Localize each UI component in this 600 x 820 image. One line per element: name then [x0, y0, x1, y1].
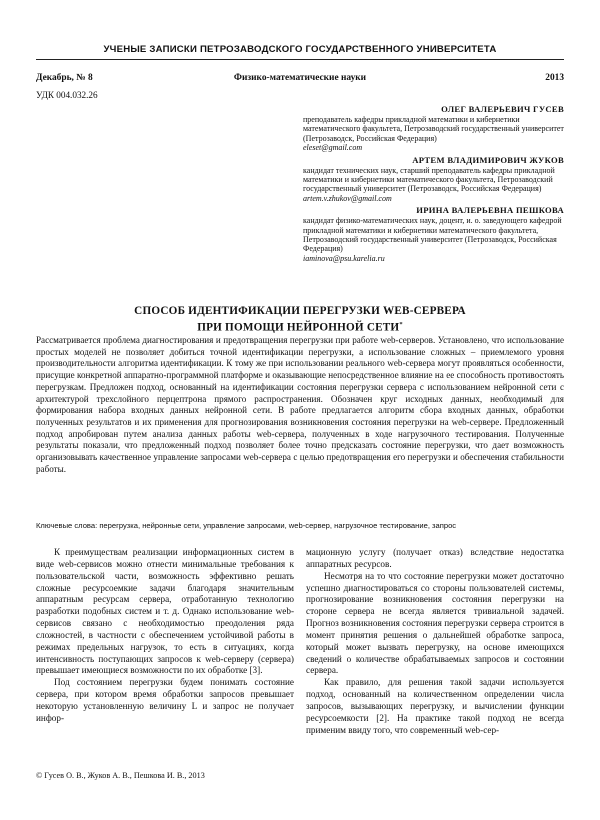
udc-code: УДК 004.032.26 [36, 90, 98, 100]
author-entry [303, 103, 564, 153]
author-email[interactable]: eleset@gmail.com [303, 143, 363, 153]
body-paragraph: Несмотря на то что состояние перегрузки может достаточно успешно диагностироваться со стороны пользователей системы, прогнозирование возникновения состояния перегрузки на стороне сервера не всегда является тривиальной задачей. Прогноз возникновения состояния перегрузки сервера строится в момент принятия решения о дальнейшей обработке запроса, который может вызвать перегрузку, на основе имеющихся сведений о количестве обрабатываемых запросов и состоянии сервера. [306, 570, 564, 676]
body-column-right [306, 547, 564, 737]
author-affiliation: кандидат физико-математических наук, доцент, и. о. заведующего кафедрой прикладной математики и кибернетики математического факультета, Петрозаводский государственный университет (Петрозаводск, Российская Федерация) [303, 216, 562, 254]
author-affiliation: преподаватель кафедры прикладной математики и кибернетики математического факультета, Петрозаводский государственный университет (Петрозаводск, Российская Федерация) [303, 115, 564, 143]
author-name: АРТЕМ ВЛАДИМИРОВИЧ ЖУКОВ [412, 154, 564, 165]
keywords: Ключевые слова: перегрузка, нейронные сети, управление запросами, web-сервер, нагрузочное тестирование, запрос [36, 521, 457, 530]
paper-title-line2-wrap [36, 318, 564, 335]
author-name: ИРИНА ВАЛЕРЬЕВНА ПЕШКОВА [416, 205, 564, 216]
abstract: Рассматривается проблема диагностирования и предотвращения перегрузки при работе web-серверов. Установлено, что использование простых моделей не позволяет добиться точной идентификации перегрузки, а использование сложных – приемлемого уровня производительности алгоритма идентификации. К тому же при использовании реального web-сервера могут проявляться особенности, присущие конкретной аппаратно-программной платформе и оказывающие непосредственное влияние на ее способность противостоять перегрузкам. Предложен подход, основанный на идентификации состояния перегрузки сервера с использованием нейронной сети с архитектурой трехслойного перцептрона прямого распространения. Обозначен круг исходных данных, необходимый для формирования набора входных данных нейронной сети. В работе предлагается алгоритм сбора входных данных, обработки полученных результатов и их применения для прогнозирования возникновения состояния перегрузки на web-сервере. Предложенный подход апробирован путем анализа данных работы web-сервера, полученных в ходе нагрузочного тестирования. Полученные результаты показали, что предложенный подход позволяет более точно предсказать состояние перегрузки, что дает возможность организовывать качественное управление запросами web-сервера с целью предотвращения его перегрузки и обеспечения стабильности работы. [36, 335, 564, 474]
issue-label: Декабрь, № 8 [36, 73, 93, 83]
section-label: Физико-математические науки [233, 73, 367, 83]
body-column-left [36, 547, 294, 725]
copyright-notice: © Гусев О. В., Жуков А. В., Пешкова И. В., 2013 [36, 771, 205, 780]
footnote-mark: * [399, 321, 403, 328]
paper-title-line2: ПРИ ПОМОЩИ НЕЙРОННОЙ СЕТИ [197, 321, 400, 334]
body-paragraph: К преимуществам реализации информационных систем в виде web-сервисов можно отнести минимальные требования к пользовательской части, возможность эффективно решать сложные ресурсоемкие задачи благодаря значительным аппаратным ресурсам сервера, отработанную технологию разработки подобных систем и т. д. Однако использование web-сервисов связано с необходимостью преодоления ряда сложностей, в частности с обеспечением устойчивой работы в режимах предельных нагрузок, то есть в ситуациях, когда интенсивность поступающих запросов к web-серверу (сервера) превышает имеющиеся возможности по их обработке [3]. [36, 547, 294, 676]
author-email[interactable]: iaminova@psu.karelia.ru [303, 253, 385, 263]
body-paragraph: Как правило, для решения такой задачи используется подход, основанный на количественном определении числа запросов, вызывающих перегрузку, и вычислении функции ресурсоемкости [2]. На практике такой подход не всегда применим ввиду того, что современный web-сер- [306, 677, 564, 735]
paper-title-line1: СПОСОБ ИДЕНТИФИКАЦИИ ПЕРЕГРУЗКИ WEB-СЕРВЕРА [134, 305, 466, 317]
author-entry [303, 204, 564, 263]
author-affiliation: кандидат технических наук, старший преподаватель кафедры прикладной математики и кибернетики математического факультета, Петрозаводский государственный университет (Петрозаводск, Российская Федерация) [303, 165, 555, 194]
body-paragraph: мационную услугу (получает отказ) вследствие недостатка аппаратных ресурсов. [306, 547, 564, 569]
paper-title [36, 305, 564, 335]
journal-title: УЧЕНЫЕ ЗАПИСКИ ПЕТРОЗАВОДСКОГО ГОСУДАРСТВЕННОГО УНИВЕРСИТЕТА [103, 44, 497, 55]
author-name: ОЛЕГ ВАЛЕРЬЕВИЧ ГУСЕВ [441, 104, 564, 114]
body-paragraph: Под состоянием перегрузки будем понимать состояние сервера, при котором время обработки запросов превышает некоторую установленную величину L и запрос не получает инфор- [36, 677, 294, 723]
header-divider [36, 59, 564, 60]
author-email[interactable]: artem.v.zhukov@gmail.com [303, 193, 392, 203]
author-entry [303, 154, 564, 204]
year-label: 2013 [545, 73, 564, 83]
authors-block [303, 103, 564, 264]
